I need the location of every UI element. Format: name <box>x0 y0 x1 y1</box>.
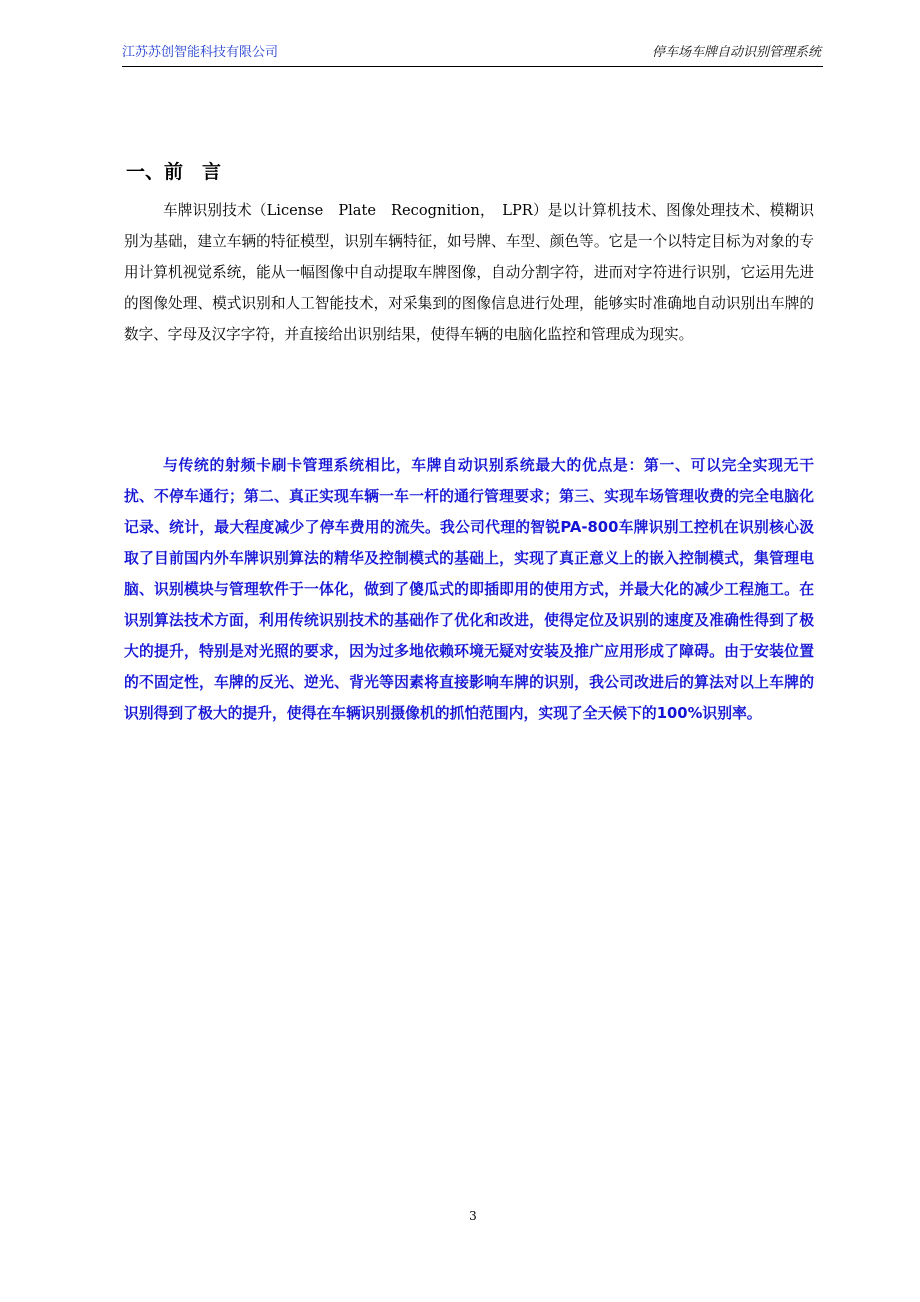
intro-paragraph: 车牌识别技术（License Plate Recognition， LPR）是以计算机技术、图像处理技术、模糊识别为基础，建立车辆的特征模型，识别车辆特征，如号牌、车型、颜色等。它是一个以特定目标为对象的专用计算机视觉系统，能从一幅图像中自动提取车牌图像，自动分割字符，进而对字符进行识别，它运用先进的图像处理、模式识别和人工智能技术，对采集到的图像信息进行处理，能够实时准确地自动识别出车牌的数字、字母及汉字字符，并直接给出识别结果，使得车辆的电脑化监控和管理成为现实。 <box>124 202 814 343</box>
advantages-paragraph: 与传统的射频卡刷卡管理系统相比，车牌自动识别系统最大的优点是：第一、可以完全实现无干扰、不停车通行；第二、真正实现车辆一车一杆的通行管理要求；第三、实现车场管理收费的完全电脑化记录、统计，最大程度减少了停车费用的流失。我公司代理的智锐PA-800车牌识别工控机在识别核心汲取了目前国内外车牌识别算法的精华及控制模式的基础上，实现了真正意义上的嵌入控制模式，集管理电脑、识别模块与管理软件于一体化，做到了傻瓜式的即插即用的使用方式，并最大化的减少工程施工。在识别算法技术方面，利用传统识别技术的基础作了优化和改进，使得定位及识别的速度及准确性得到了极大的提升，特别是对光照的要求，因为过多地依赖环境无疑对安装及推广应用形成了障碍。由于安装位置的不固定性，车牌的反光、逆光、背光等因素将直接影响车牌的识别，我公司改进后的算法对以上车牌的识别得到了极大的提升，使得在车辆识别摄像机的抓怕范围内，实现了全天候下的100%识别率。 <box>124 457 814 722</box>
company-name: 江苏苏创智能科技有限公司 <box>122 45 279 60</box>
section-title: 一、前 言 <box>126 161 222 183</box>
page-number: 3 <box>469 1209 477 1223</box>
system-title: 停车场车牌自动识别管理系统 <box>651 45 821 60</box>
page-header <box>122 44 823 67</box>
